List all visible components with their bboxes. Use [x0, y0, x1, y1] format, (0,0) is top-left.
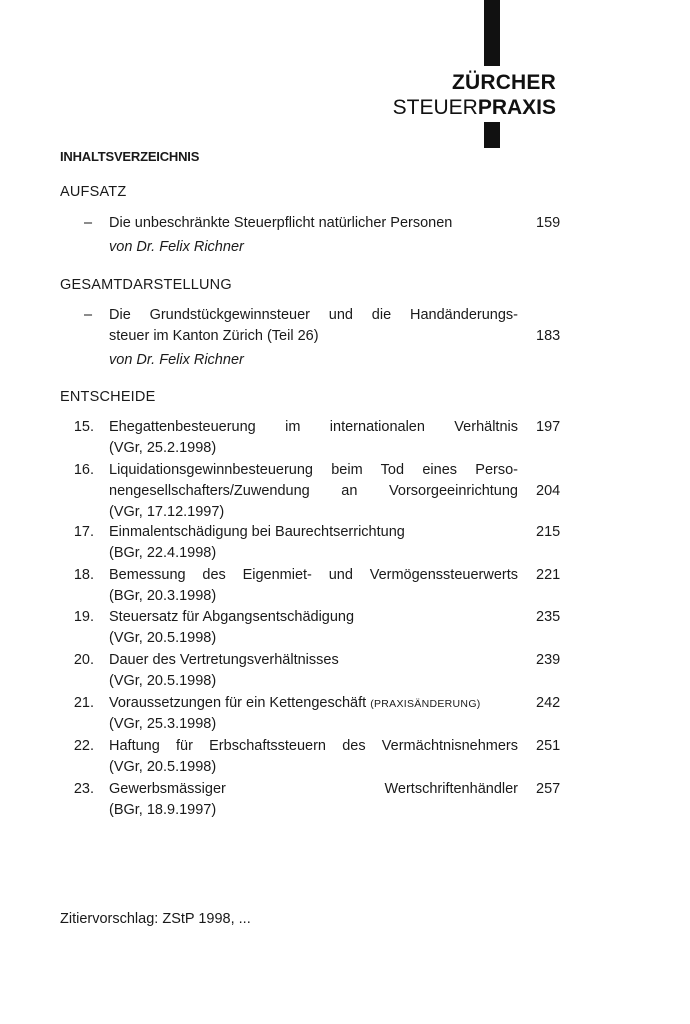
- entscheid-court-date: (VGr, 20.5.1998): [109, 759, 217, 775]
- entscheid-page: 197: [536, 419, 561, 435]
- entscheid-title: Steuersatz für Abgangsentschädigung: [109, 609, 355, 625]
- logo-steuerpraxis: [393, 96, 556, 120]
- aufsatz-entry-title: Die unbeschränkte Steuerpflicht natürlicher Personen: [109, 215, 453, 231]
- entscheid-page: 204: [536, 483, 561, 499]
- entscheid-title: Einmalentschädigung bei Baurechtserrichtung: [109, 524, 405, 540]
- entscheid-title-cont: nengesellschafters/Zuwendung an Vorsorgeeinrichtung: [109, 483, 518, 499]
- entscheid-page: 257: [536, 781, 561, 797]
- entscheid-title: Haftung für Erbschaftssteuern des Vermächtnisnehmers: [109, 738, 518, 754]
- entscheid-court-date: (BGr, 20.3.1998): [109, 588, 217, 604]
- entscheid-number: 21.: [73, 695, 94, 711]
- entscheid-title: Gewerbsmässiger Wertschriftenhändler: [109, 781, 518, 797]
- entscheid-title: Bemessung des Eigenmiet- und Vermögenssteuerwerts: [109, 567, 518, 583]
- logo-zurcher: ZÜRCHER: [451, 71, 556, 94]
- aufsatz-entry-page: 159: [536, 215, 561, 231]
- section-aufsatz-heading: AUFSATZ: [60, 184, 127, 200]
- logo-praxis: PRAXIS: [477, 96, 556, 119]
- logo-steuer: STEUER: [392, 96, 478, 119]
- gesamt-entry-title-line1: Die Grundstückgewinnsteuer und die Handänderungs-: [109, 307, 518, 323]
- entscheid-court-date: (BGr, 22.4.1998): [109, 545, 217, 561]
- entscheid-page: 235: [536, 609, 561, 625]
- entscheid-page: 242: [536, 695, 561, 711]
- entscheid-court-date: (BGr, 18.9.1997): [109, 802, 217, 818]
- logo-bar-top: [484, 0, 500, 66]
- entscheid-court-date: (VGr, 20.5.1998): [109, 673, 217, 689]
- section-gesamt-heading: GESAMTDARSTELLUNG: [60, 277, 232, 293]
- entscheid-court-date: (VGr, 17.12.1997): [109, 504, 225, 520]
- section-entscheide-heading: ENTSCHEIDE: [60, 389, 156, 405]
- entscheid-number: 18.: [73, 567, 94, 583]
- entscheid-page: 239: [536, 652, 561, 668]
- entscheid-title-text: Voraussetzungen für ein Kettengeschäft: [109, 695, 367, 711]
- gesamt-entry-title-line2: steuer im Kanton Zürich (Teil 26): [109, 328, 319, 344]
- entscheid-court-date: (VGr, 20.5.1998): [109, 630, 217, 646]
- entscheid-number: 20.: [73, 652, 94, 668]
- entscheid-number: 16.: [73, 462, 94, 478]
- aufsatz-entry-author: von Dr. Felix Richner: [109, 239, 244, 255]
- entscheid-number: 17.: [73, 524, 94, 540]
- logo-bar-bottom: [484, 122, 500, 148]
- gesamt-dash: –: [84, 307, 93, 323]
- entscheid-number: 15.: [73, 419, 94, 435]
- entscheid-court-date: (VGr, 25.3.1998): [109, 716, 217, 732]
- entscheid-number: 23.: [73, 781, 94, 797]
- gesamt-entry-author: von Dr. Felix Richner: [109, 352, 244, 368]
- entscheid-page: 251: [536, 738, 561, 754]
- entscheid-number: 19.: [73, 609, 94, 625]
- entscheid-page: 221: [536, 567, 561, 583]
- entscheid-court-date: (VGr, 25.2.1998): [109, 440, 217, 456]
- entscheid-title: Liquidationsgewinnbesteuerung beim Tod eines Perso-: [109, 462, 518, 478]
- entscheid-title: Ehegattenbesteuerung im internationalen Verhältnis: [109, 419, 518, 435]
- gesamt-entry-page: 183: [536, 328, 561, 344]
- citation-suggestion: Zitiervorschlag: ZStP 1998, ...: [60, 911, 251, 927]
- entscheid-number: 22.: [73, 738, 94, 754]
- entscheid-title: Dauer des Vertretungsverhältnisses: [109, 652, 339, 668]
- toc-title: INHALTSVERZEICHNIS: [60, 149, 200, 164]
- entscheid-title: [109, 695, 481, 711]
- entscheid-title-smallcaps: (PRAXISÄNDERUNG): [370, 698, 481, 710]
- entscheid-page: 215: [536, 524, 561, 540]
- aufsatz-dash: –: [84, 215, 93, 231]
